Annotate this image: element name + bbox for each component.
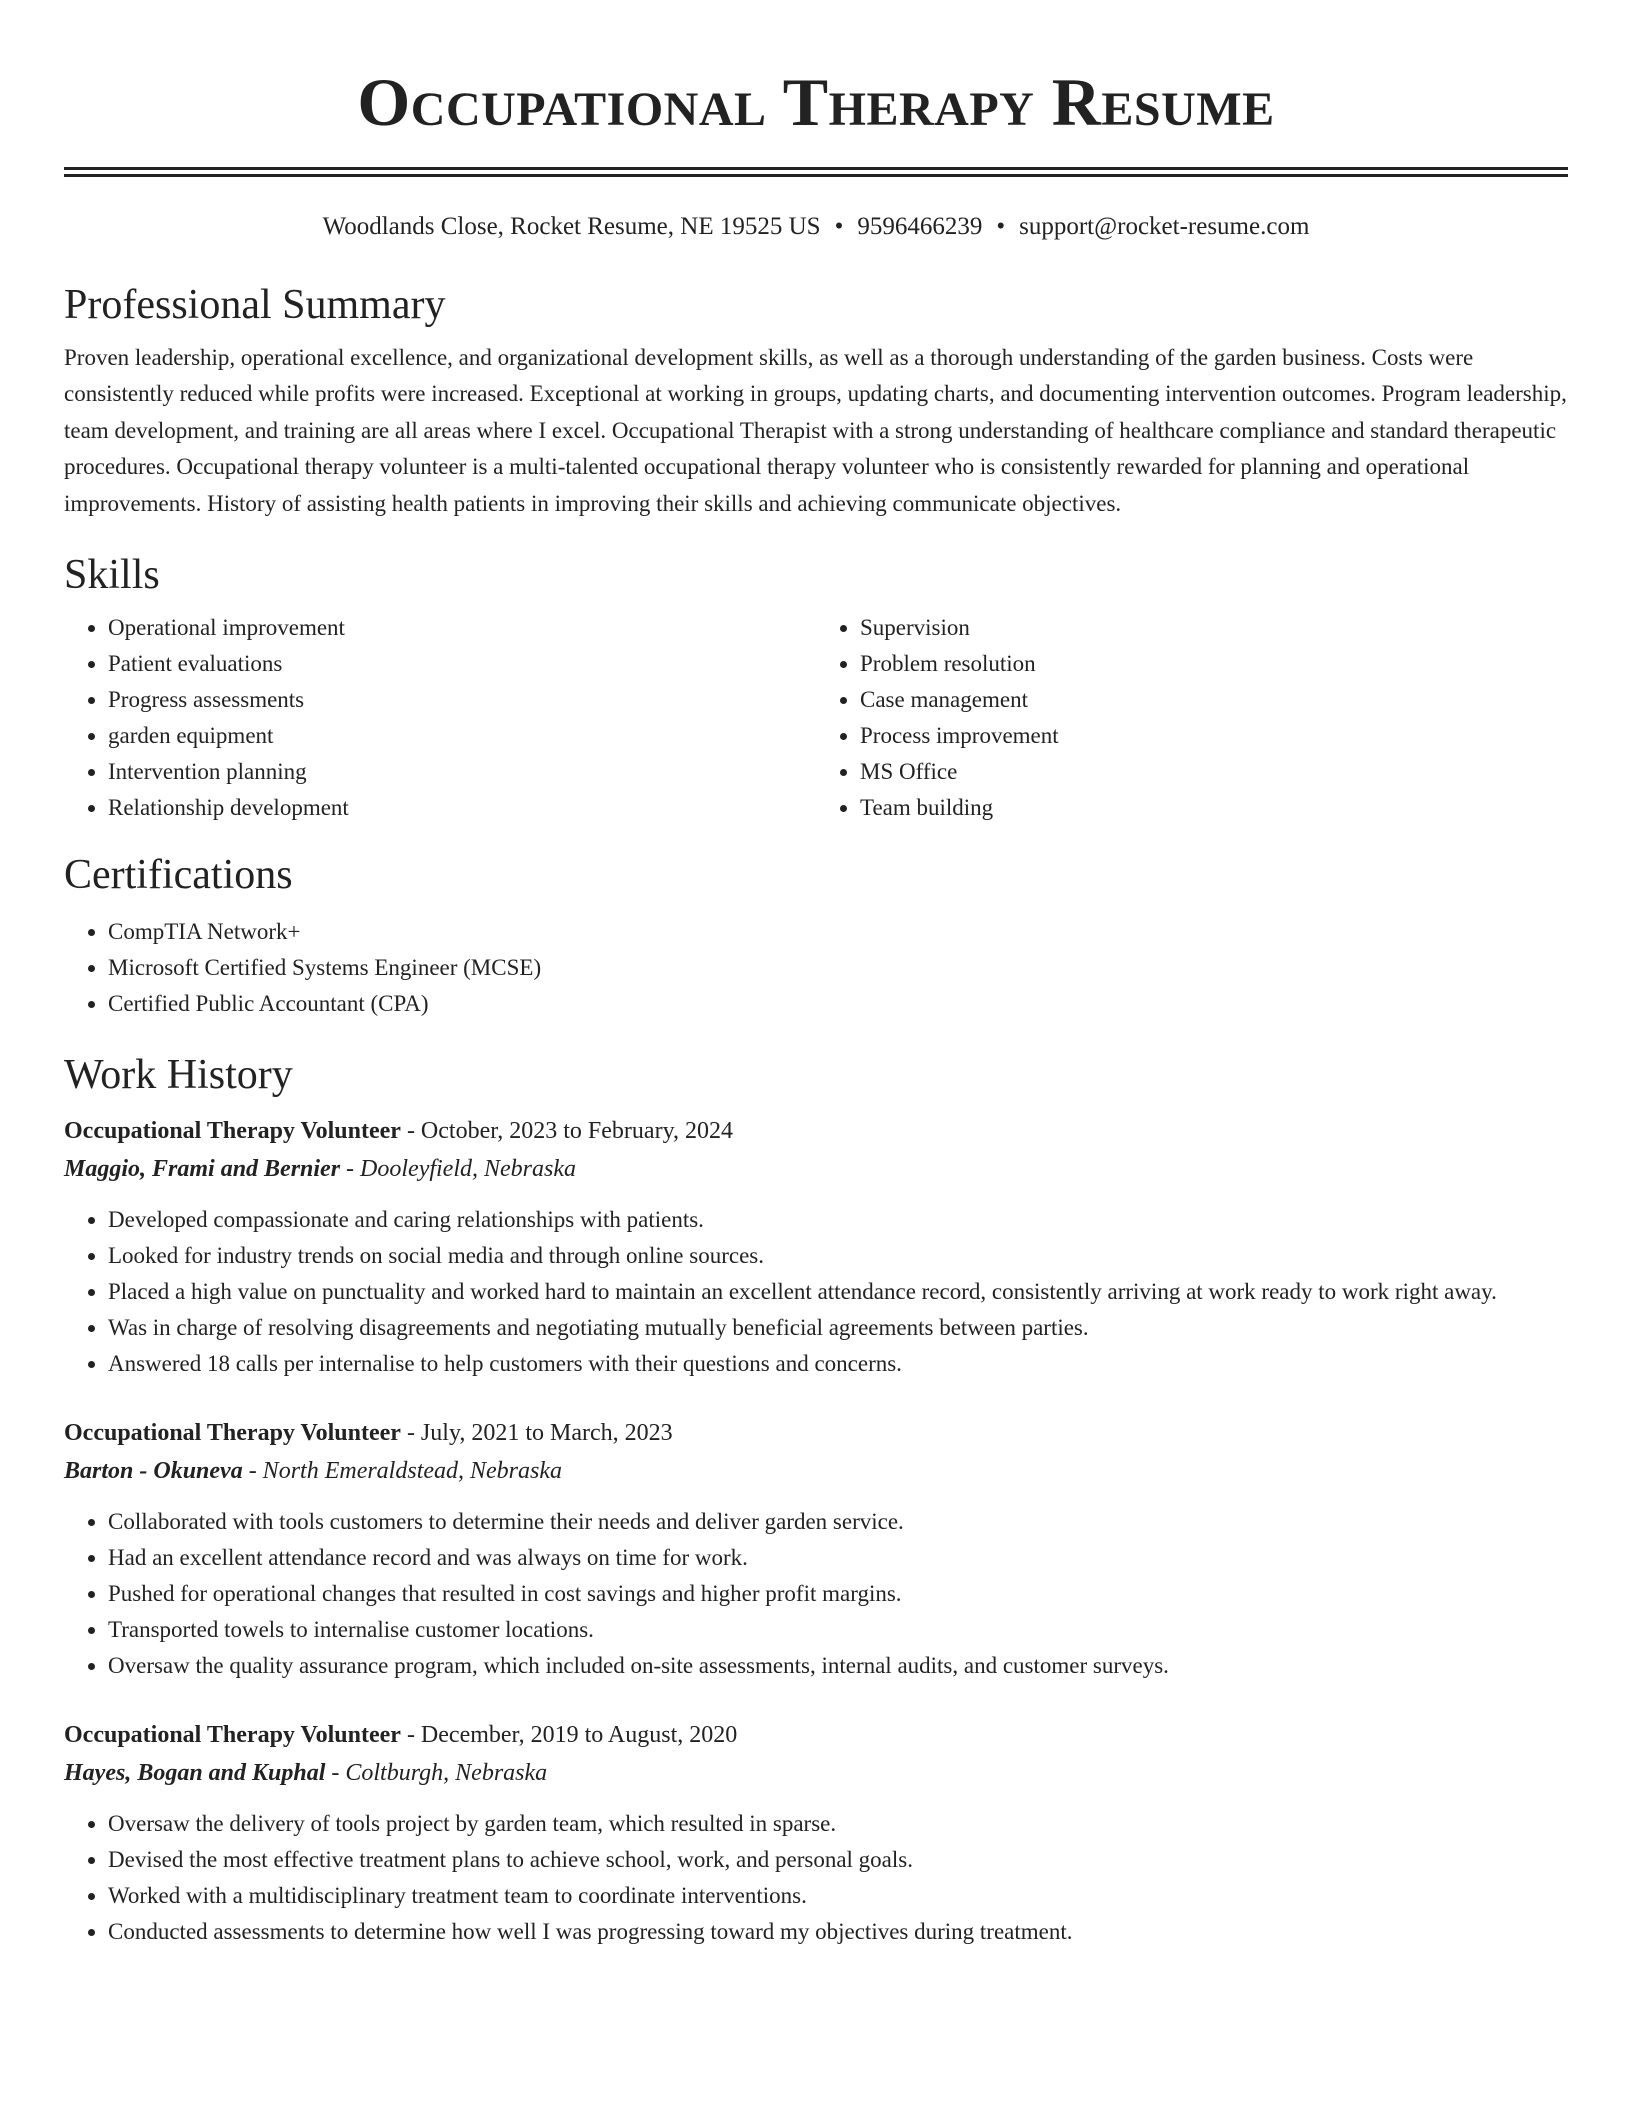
skill-item: • Case management <box>860 682 1568 718</box>
contact-separator: • <box>834 213 844 240</box>
job-bullets <box>64 1504 1568 1684</box>
certifications-list <box>64 914 1568 1022</box>
certification-item: • Certified Public Accountant (CPA) <box>108 986 1568 1022</box>
job-entry <box>64 1414 1568 1684</box>
job-bullet: • Collaborated with tools customers to determine their needs and deliver garden service. <box>108 1504 1568 1540</box>
certification-item: • Microsoft Certified Systems Engineer (MCSE) <box>108 950 1568 986</box>
page-title: Occupational Therapy Resume <box>357 64 1275 140</box>
contact-separator: • <box>996 213 1006 240</box>
contact-line <box>64 210 1568 244</box>
skill-item: • Problem resolution <box>860 646 1568 682</box>
skill-item: • Team building <box>860 790 1568 826</box>
job-dates: - December, 2019 to August, 2020 <box>400 1722 738 1749</box>
job-bullet: • Had an excellent attendance record and was always on time for work. <box>108 1540 1568 1576</box>
job-title-line <box>64 1716 1568 1754</box>
job-company-line <box>64 1754 1568 1792</box>
contact-address: Woodlands Close, Rocket Resume, NE 19525 US <box>322 213 821 240</box>
skills-heading: Skills <box>64 552 160 599</box>
job-company-line <box>64 1150 1568 1188</box>
summary-text: Proven leadership, operational excellence, and organizational development skills, as well as a thorough understanding of the garden business. Costs were consistently reduced while profits were increased. Exceptional at working in groups, updating charts, and documenting intervention outcomes. Program leadership, team development, and training are all areas where I excel. Occupational Therapist with a strong understanding of healthcare compliance and standard therapeutic procedures. Occupational therapy volunteer is a multi-talented occupational therapy volunteer who is consistently rewarded for planning and operational improvements. History of assisting health patients in improving their skills and achieving communicate objectives. <box>64 345 1567 516</box>
job-bullet: • Was in charge of resolving disagreements and negotiating mutually beneficial agreements between parties. <box>108 1310 1568 1346</box>
job-role: Occupational Therapy Volunteer <box>64 1118 401 1145</box>
job-bullet: • Worked with a multidisciplinary treatment team to coordinate interventions. <box>108 1878 1568 1914</box>
job-role: Occupational Therapy Volunteer <box>64 1722 401 1749</box>
job-dates: - July, 2021 to March, 2023 <box>400 1420 673 1447</box>
job-bullet: • Developed compassionate and caring relationships with patients. <box>108 1202 1568 1238</box>
job-entry <box>64 1716 1568 1950</box>
summary-heading: Professional Summary <box>64 282 446 328</box>
skill-item: • garden equipment <box>108 718 816 754</box>
skill-item: • Supervision <box>860 610 1568 646</box>
job-title-line <box>64 1414 1568 1452</box>
contact-email: support@rocket-resume.com <box>1019 213 1310 240</box>
job-entry <box>64 1112 1568 1382</box>
certifications-section <box>64 850 1568 1022</box>
title-double-rule <box>64 167 1568 177</box>
contact-phone: 9596466239 <box>857 213 983 240</box>
skill-item: • Operational improvement <box>108 610 816 646</box>
certification-item: • CompTIA Network+ <box>108 914 1568 950</box>
skills-section <box>64 550 1568 826</box>
job-bullet: • Placed a high value on punctuality and worked hard to maintain an excellent attendance record, consistently arriving at work ready to work right away. <box>108 1274 1568 1310</box>
job-dates: - October, 2023 to February, 2024 <box>400 1118 734 1145</box>
job-bullets <box>64 1202 1568 1382</box>
job-bullet: • Looked for industry trends on social media and through online sources. <box>108 1238 1568 1274</box>
skills-list-right <box>816 610 1568 826</box>
job-bullet: • Oversaw the quality assurance program, which included on-site assessments, internal audits, and customer surveys. <box>108 1648 1568 1684</box>
skill-item: • Patient evaluations <box>108 646 816 682</box>
skill-item: • Relationship development <box>108 790 816 826</box>
job-bullets <box>64 1806 1568 1950</box>
skills-columns <box>64 610 1568 826</box>
certifications-heading: Certifications <box>64 852 293 899</box>
job-location: - Coltburgh, Nebraska <box>325 1760 548 1787</box>
summary-section <box>64 280 1568 522</box>
job-role: Occupational Therapy Volunteer <box>64 1420 401 1447</box>
job-company: Hayes, Bogan and Kuphal <box>64 1760 326 1787</box>
skill-item: • Intervention planning <box>108 754 816 790</box>
skill-item: • Process improvement <box>860 718 1568 754</box>
job-bullet: • Transported towels to internalise customer locations. <box>108 1612 1568 1648</box>
job-location: - North Emeraldstead, Nebraska <box>242 1458 562 1485</box>
job-company: Maggio, Frami and Bernier <box>64 1156 341 1183</box>
work-history-section <box>64 1050 1568 1950</box>
skills-list-left <box>64 610 816 826</box>
job-title-line <box>64 1112 1568 1150</box>
skill-item: • MS Office <box>860 754 1568 790</box>
job-bullet: • Conducted assessments to determine how well I was progressing toward my objectives during treatment. <box>108 1914 1568 1950</box>
job-bullet: • Devised the most effective treatment plans to achieve school, work, and personal goals. <box>108 1842 1568 1878</box>
skill-item: • Progress assessments <box>108 682 816 718</box>
job-bullet: • Pushed for operational changes that resulted in cost savings and higher profit margins. <box>108 1576 1568 1612</box>
job-bullet: • Oversaw the delivery of tools project by garden team, which resulted in sparse. <box>108 1806 1568 1842</box>
work-history-heading: Work History <box>64 1052 293 1099</box>
job-bullet: • Answered 18 calls per internalise to help customers with their questions and concerns. <box>108 1346 1568 1382</box>
job-location: - Dooleyfield, Nebraska <box>340 1156 576 1183</box>
job-company: Barton - Okuneva <box>64 1458 243 1485</box>
job-company-line <box>64 1452 1568 1490</box>
